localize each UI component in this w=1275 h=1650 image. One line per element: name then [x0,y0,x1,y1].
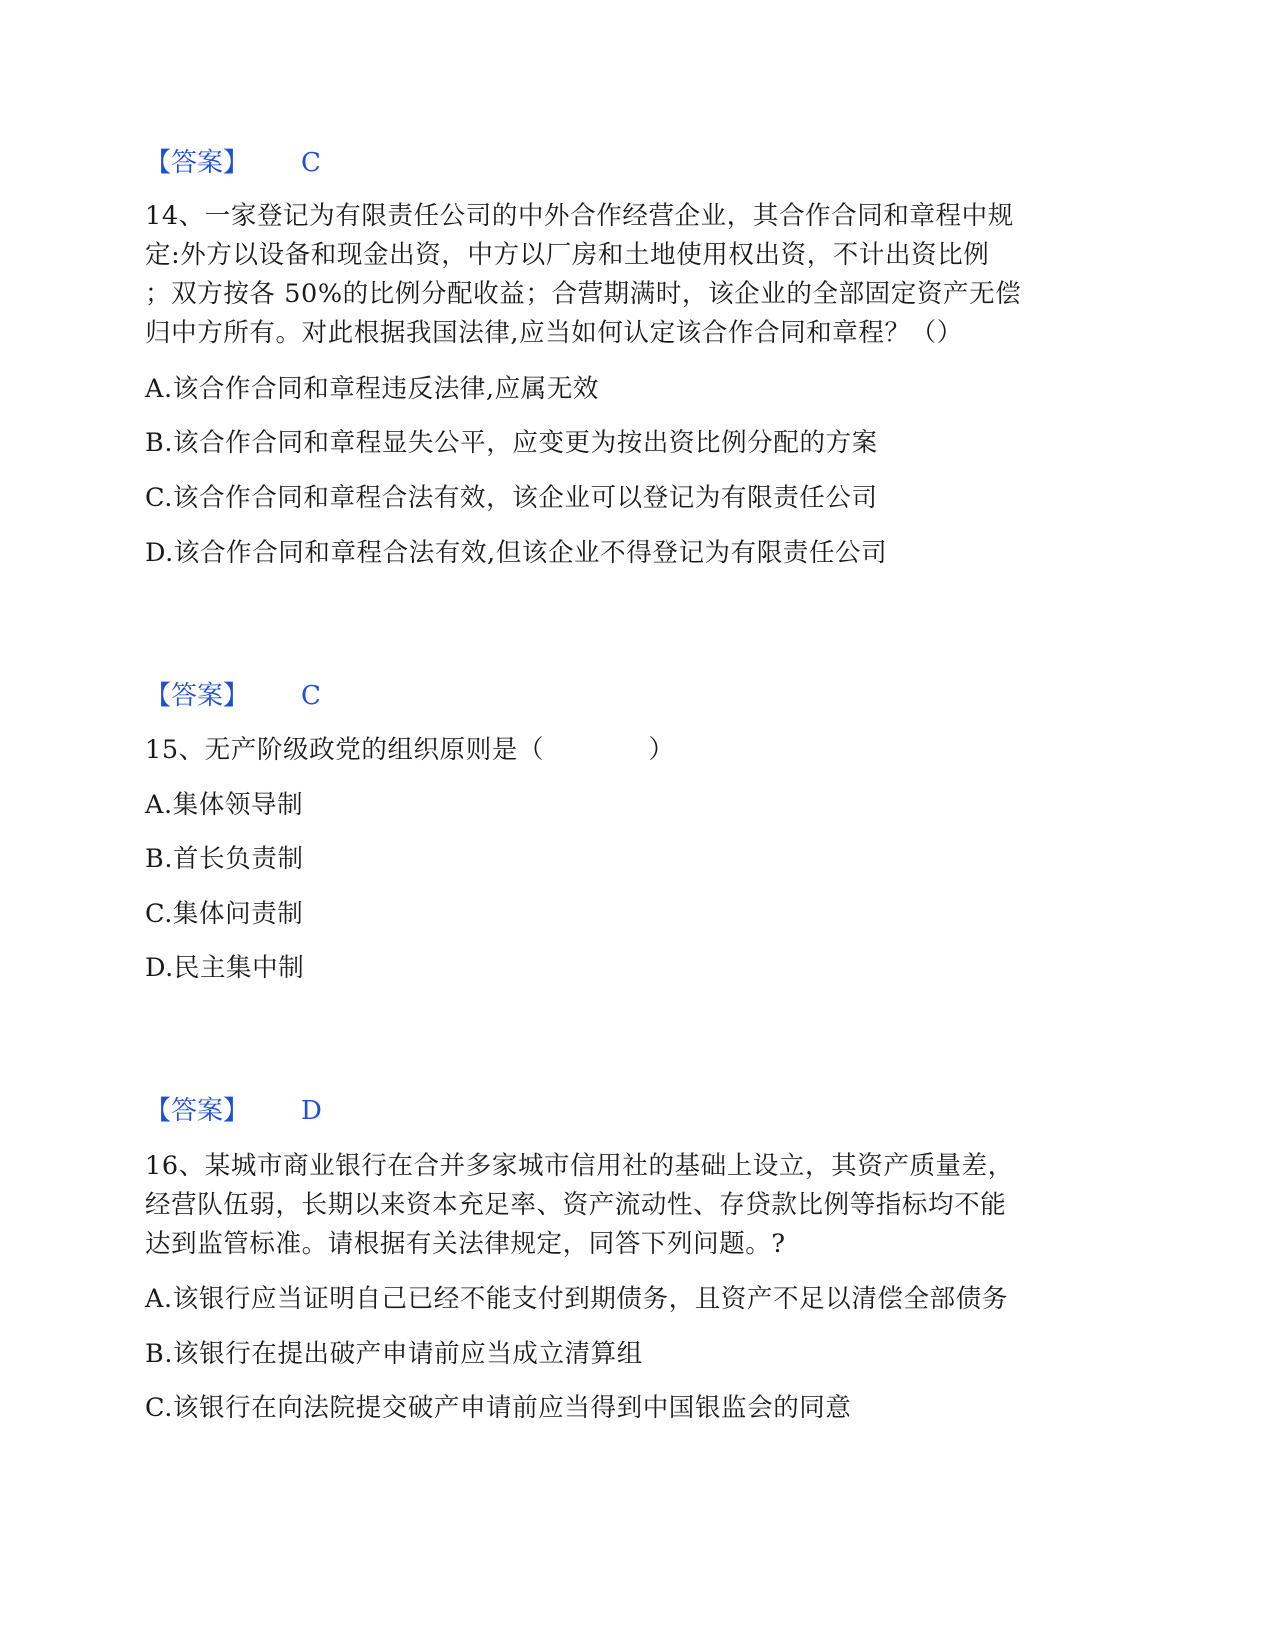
q16-option-a: A.该银行应当证明自己已经不能支付到期债务，且资产不足以清偿全部债务 [145,1284,1008,1314]
answer-line [145,1094,322,1128]
question-14-line-1: 14、一家登记为有限责任公司的中外合作经营企业，其合作合同和章程中规 [145,201,1014,231]
answer-label: 【答案】 [145,1096,250,1126]
question-14-line-4: 归中方所有。对此根据我国法律,应当如何认定该合作合同和章程？（） [145,318,963,348]
answer-line [145,679,321,713]
q15-option-d: D.民主集中制 [145,953,305,983]
answer-label: 【答案】 [145,148,250,178]
q16-option-c: C.该银行在向法院提交破产申请前应当得到中国银监会的同意 [145,1393,852,1423]
question-16-line-2: 经营队伍弱，长期以来资本充足率、资产流动性、存贷款比例等指标均不能 [145,1190,1007,1220]
q15-option-c: C.集体问责制 [145,899,304,929]
question-16-line-3: 达到监管标准。请根据有关法律规定，同答下列问题。? [145,1229,786,1259]
q14-option-b: B.该合作合同和章程显失公平，应变更为按出资比例分配的方案 [145,428,878,458]
answer-label: 【答案】 [145,681,250,711]
question-14-line-2: 定:外方以设备和现金出资，中方以厂房和土地使用权出资，不计出资比例 [145,240,990,270]
q15-option-a: A.集体领导制 [145,790,304,820]
q14-option-d: D.该合作合同和章程合法有效,但该企业不得登记为有限责任公司 [145,538,888,568]
q14-option-a: A.该合作合同和章程违反法律,应属无效 [145,374,600,404]
question-15-line-1: 15、无产阶级政党的组织原则是（ ） [145,735,675,765]
answer-value: C [301,681,321,711]
q15-option-b: B.首长负责制 [145,844,304,874]
question-16-line-1: 16、某城市商业银行在合并多家城市信用社的基础上设立，其资产质量差， [145,1151,1014,1181]
answer-value: C [301,148,321,178]
answer-line [145,146,321,180]
q16-option-b: B.该银行在提出破产申请前应当成立清算组 [145,1339,643,1369]
q14-option-c: C.该合作合同和章程合法有效，该企业可以登记为有限责任公司 [145,483,878,513]
answer-value: D [301,1096,322,1126]
question-14-line-3: ；双方按各 50%的比例分配收益；合营期满时，该企业的全部固定资产无偿 [145,279,1022,309]
